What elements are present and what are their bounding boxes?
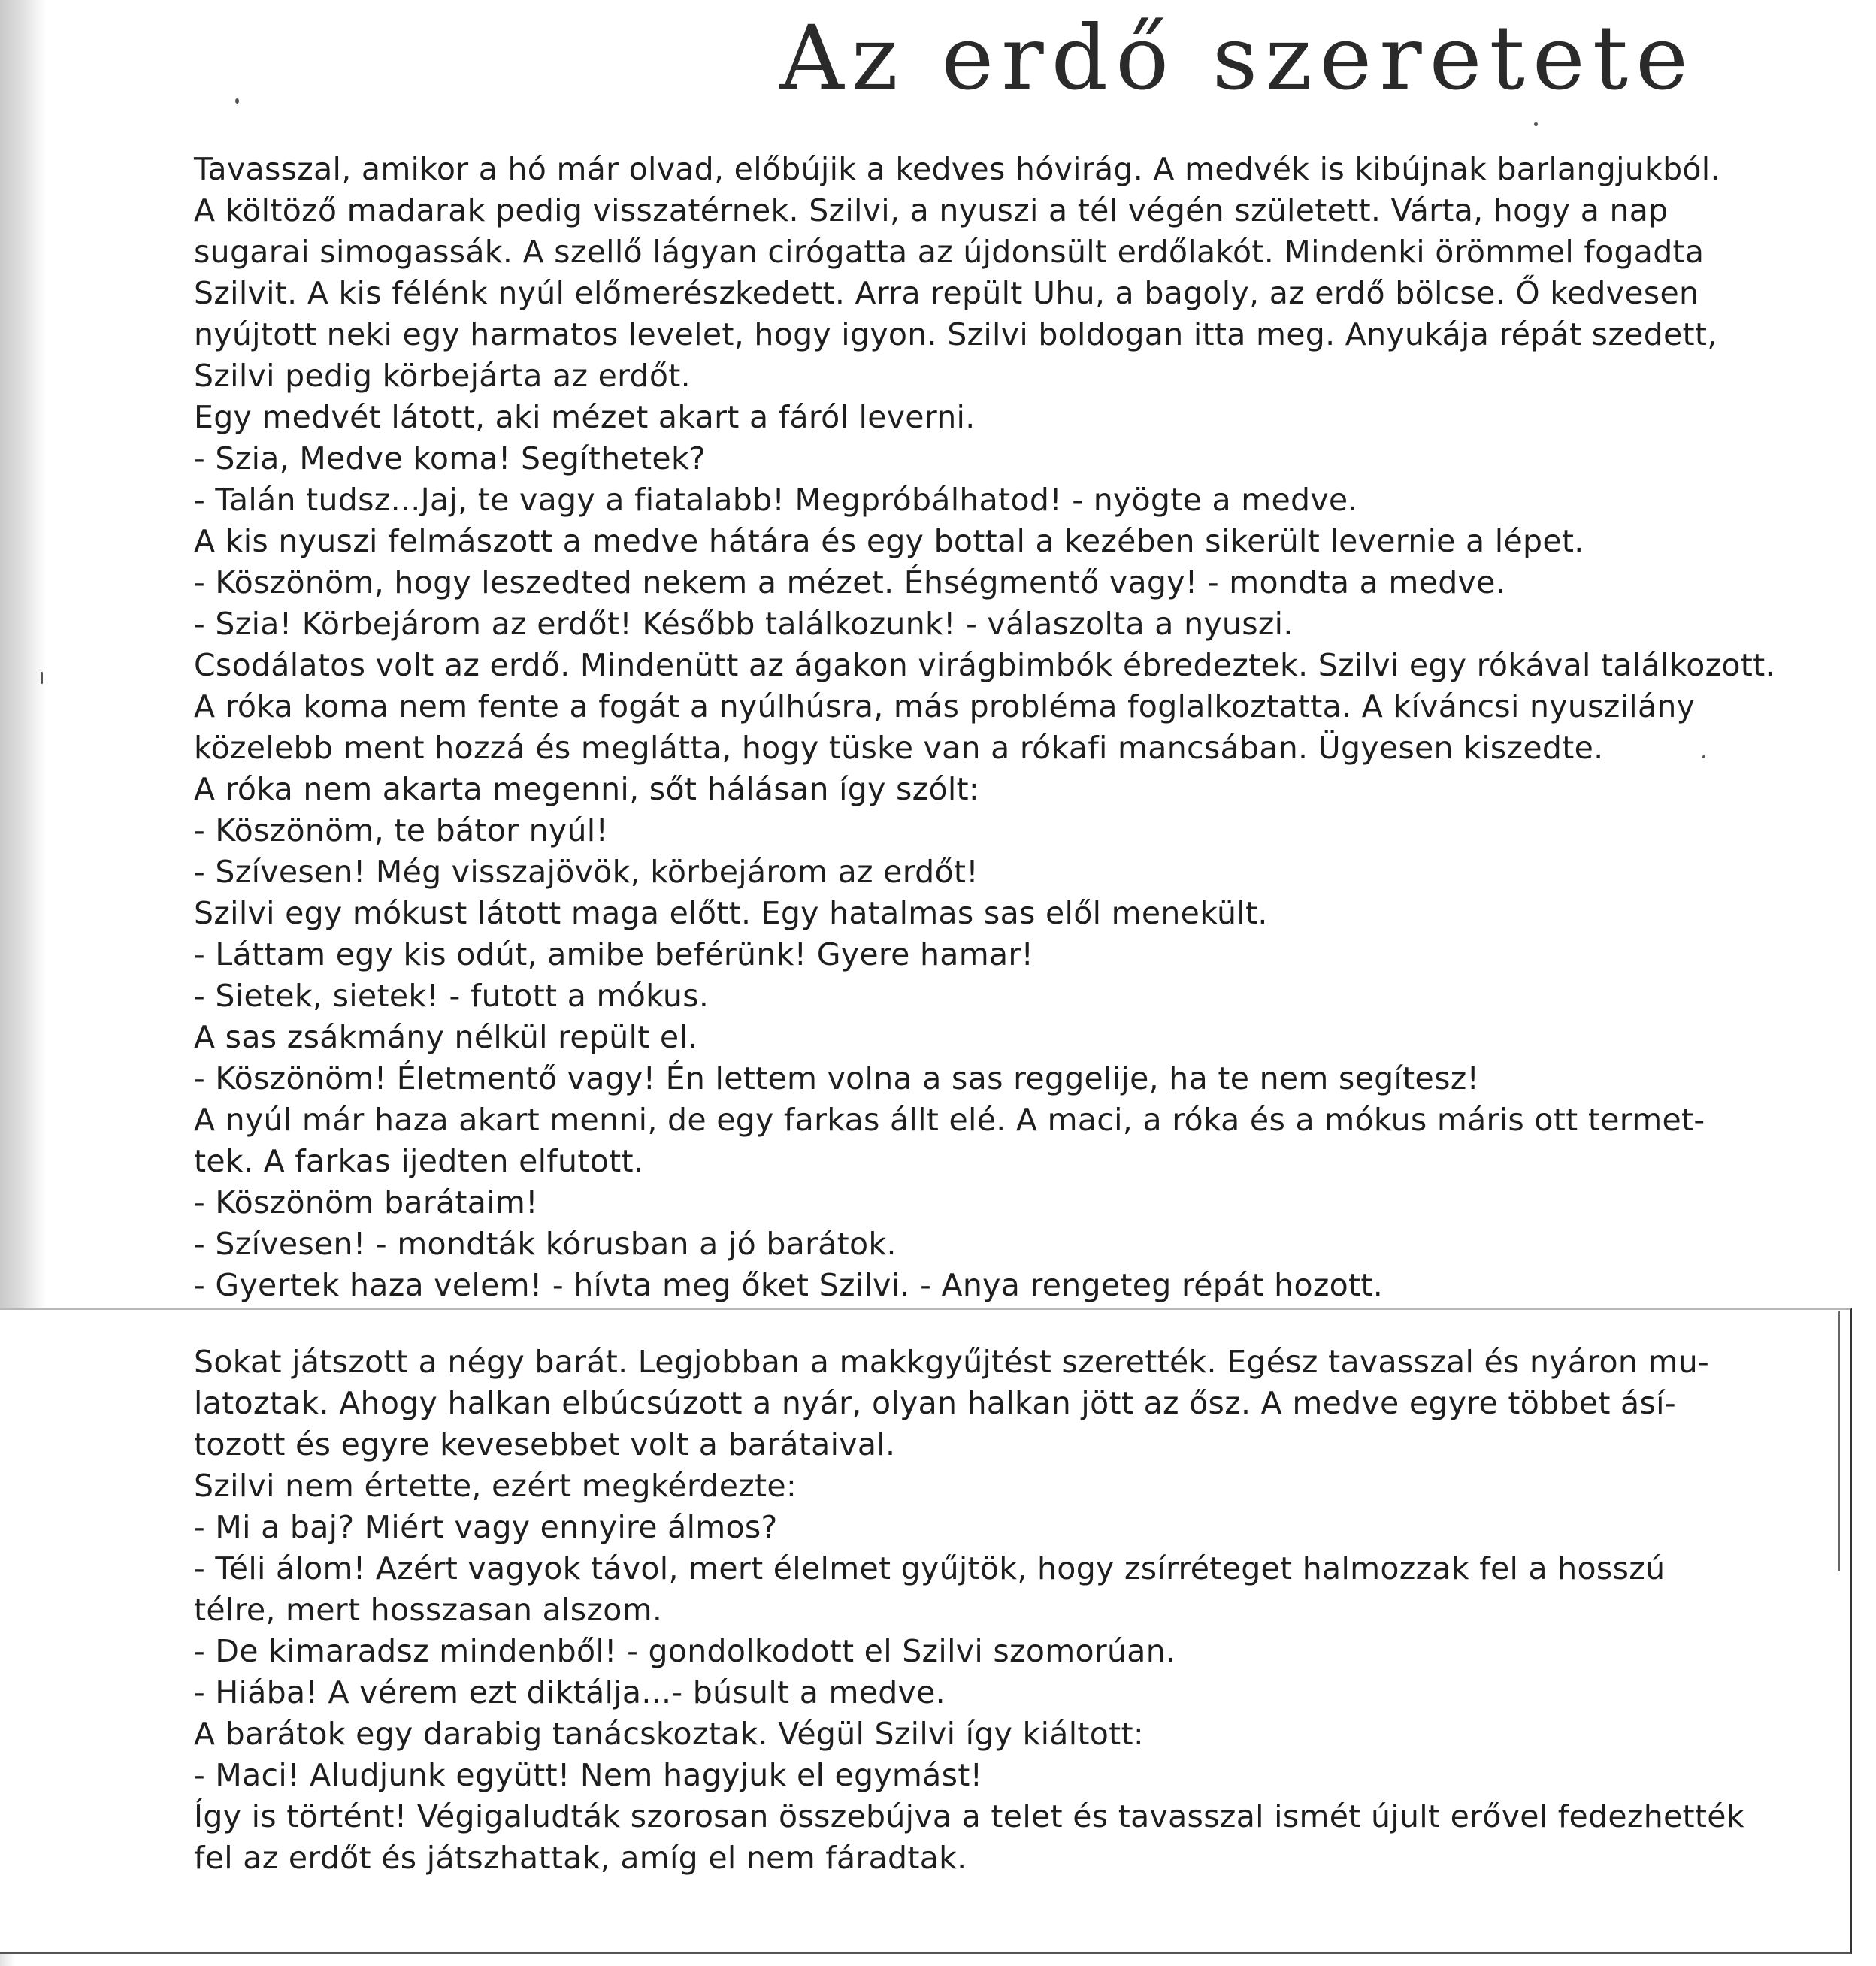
text-line: - Köszönöm barátaim! <box>194 1184 538 1220</box>
text-line: A barátok egy darabig tanácskoztak. Végül Szilvi így kiáltott: <box>194 1716 1145 1752</box>
text-line: - Talán tudsz...Jaj, te vagy a fiatalabb! Megpróbálhatod! - nyögte a medve. <box>194 482 1358 518</box>
text-line: fel az erdőt és játszhattak, amíg el nem fáradtak. <box>194 1840 967 1876</box>
text-line: A róka koma nem fente a fogát a nyúlhúsra, más probléma foglalkoztatta. A kíváncsi nyuszilány <box>194 688 1696 724</box>
text-line: A róka nem akarta megenni, sőt hálásan így szólt: <box>194 771 980 807</box>
text-line: - De kimaradsz mindenből! - gondolkodott el Szilvi szomorúan. <box>194 1633 1176 1669</box>
scan-speck <box>235 98 239 104</box>
text-line: A kis nyuszi felmászott a medve hátára és egy bottal a kezében sikerült levernie a lépet. <box>194 523 1584 559</box>
text-line: Szilvit. A kis félénk nyúl előmerészkedett. Arra repült Uhu, a bagoly, az erdő bölcse. Ő kedvesen <box>194 275 1699 311</box>
text-line: Így is történt! Végigaludták szorosan összebújva a telet és tavasszal ismét újult erővel fedezhették <box>194 1798 1744 1834</box>
text-line: Egy medvét látott, aki mézet akart a fáról leverni. <box>194 399 976 435</box>
sheet-edge-line <box>1838 1311 1840 1571</box>
text-line: Szilvi nem értette, ezért megkérdezte: <box>194 1468 797 1504</box>
text-line: Szilvi pedig körbejárta az erdőt. <box>194 358 691 394</box>
text-line: tozott és egyre kevesebbet volt a barátaival. <box>194 1426 896 1462</box>
text-line: Sokat játszott a négy barát. Legjobban a makkgyűjtést szerették. Egész tavasszal és nyáron mu- <box>194 1344 1710 1380</box>
text-line: A nyúl már haza akart menni, de egy farkas állt elé. A maci, a róka és a mókus máris ott termet- <box>194 1102 1705 1138</box>
page-title: Az erdő szeretete <box>779 6 1696 110</box>
text-line: közelebb ment hozzá és meglátta, hogy tüske van a rókafi mancsában. Ügyesen kiszedte. <box>194 730 1604 766</box>
text-line: Csodálatos volt az erdő. Mindenütt az ágakon virágbimbók ébredeztek. Szilvi egy rókával találkozott. <box>194 647 1775 683</box>
text-line: A sas zsákmány nélkül repült el. <box>194 1019 698 1055</box>
text-line: - Köszönöm, hogy leszedted nekem a mézet. Éhségmentő vagy! - mondta a medve. <box>194 564 1505 600</box>
story-section-2 <box>194 1341 1744 1879</box>
text-line: télre, mert hosszasan alszom. <box>194 1592 663 1628</box>
story-section-1 <box>194 149 1775 1306</box>
text-line: - Szia! Körbejárom az erdőt! Később találkozunk! - válaszolta a nyuszi. <box>194 606 1294 642</box>
text-line: - Mi a baj? Miért vagy ennyire álmos? <box>194 1509 778 1545</box>
text-line: tek. A farkas ijedten elfutott. <box>194 1143 644 1179</box>
text-line: - Köszönöm, te bátor nyúl! <box>194 812 609 848</box>
text-line: - Köszönöm! Életmentő vagy! Én lettem volna a sas reggelije, ha te nem segítesz! <box>194 1060 1480 1096</box>
scan-speck <box>41 672 43 684</box>
text-line: - Téli álom! Azért vagyok távol, mert élelmet gyűjtök, hogy zsírréteget halmozzak fel a hosszú <box>194 1550 1666 1586</box>
text-line: nyújtott neki egy harmatos levelet, hogy igyon. Szilvi boldogan itta meg. Anyukája répát szedett, <box>194 316 1717 352</box>
text-line: - Láttam egy kis odút, amibe beférünk! Gyere hamar! <box>194 936 1034 972</box>
text-line: - Szívesen! Még visszajövök, körbejárom az erdőt! <box>194 854 979 890</box>
text-line: - Maci! Aludjunk együtt! Nem hagyjuk el egymást! <box>194 1757 983 1793</box>
text-line: Tavasszal, amikor a hó már olvad, előbújik a kedves hóvirág. A medvék is kibújnak barlangjukból. <box>194 151 1720 187</box>
scan-speck <box>1534 122 1538 126</box>
text-line: - Szia, Medve koma! Segíthetek? <box>194 440 707 476</box>
text-line: - Hiába! A vérem ezt diktálja...- búsult a medve. <box>194 1674 946 1710</box>
text-line: latoztak. Ahogy halkan elbúcsúzott a nyár, olyan halkan jött az ősz. A medve egyre többet ásí- <box>194 1385 1676 1421</box>
scan-shadow-left <box>0 0 47 1311</box>
text-line: - Gyertek haza velem! - hívta meg őket Szilvi. - Anya rengeteg répát hozott. <box>194 1267 1384 1303</box>
scan-speck <box>1702 755 1705 758</box>
text-line: - Sietek, sietek! - futott a mókus. <box>194 978 710 1014</box>
text-line: sugarai simogassák. A szellő lágyan cirógatta az újdonsült erdőlakót. Mindenki örömmel fogadta <box>194 234 1705 270</box>
text-line: - Szívesen! - mondták kórusban a jó barátok. <box>194 1226 897 1262</box>
text-line: Szilvi egy mókust látott maga előtt. Egy hatalmas sas elől menekült. <box>194 895 1268 931</box>
text-line: A költöző madarak pedig visszatérnek. Szilvi, a nyuszi a tél végén született. Várta, hogy a nap <box>194 192 1669 228</box>
